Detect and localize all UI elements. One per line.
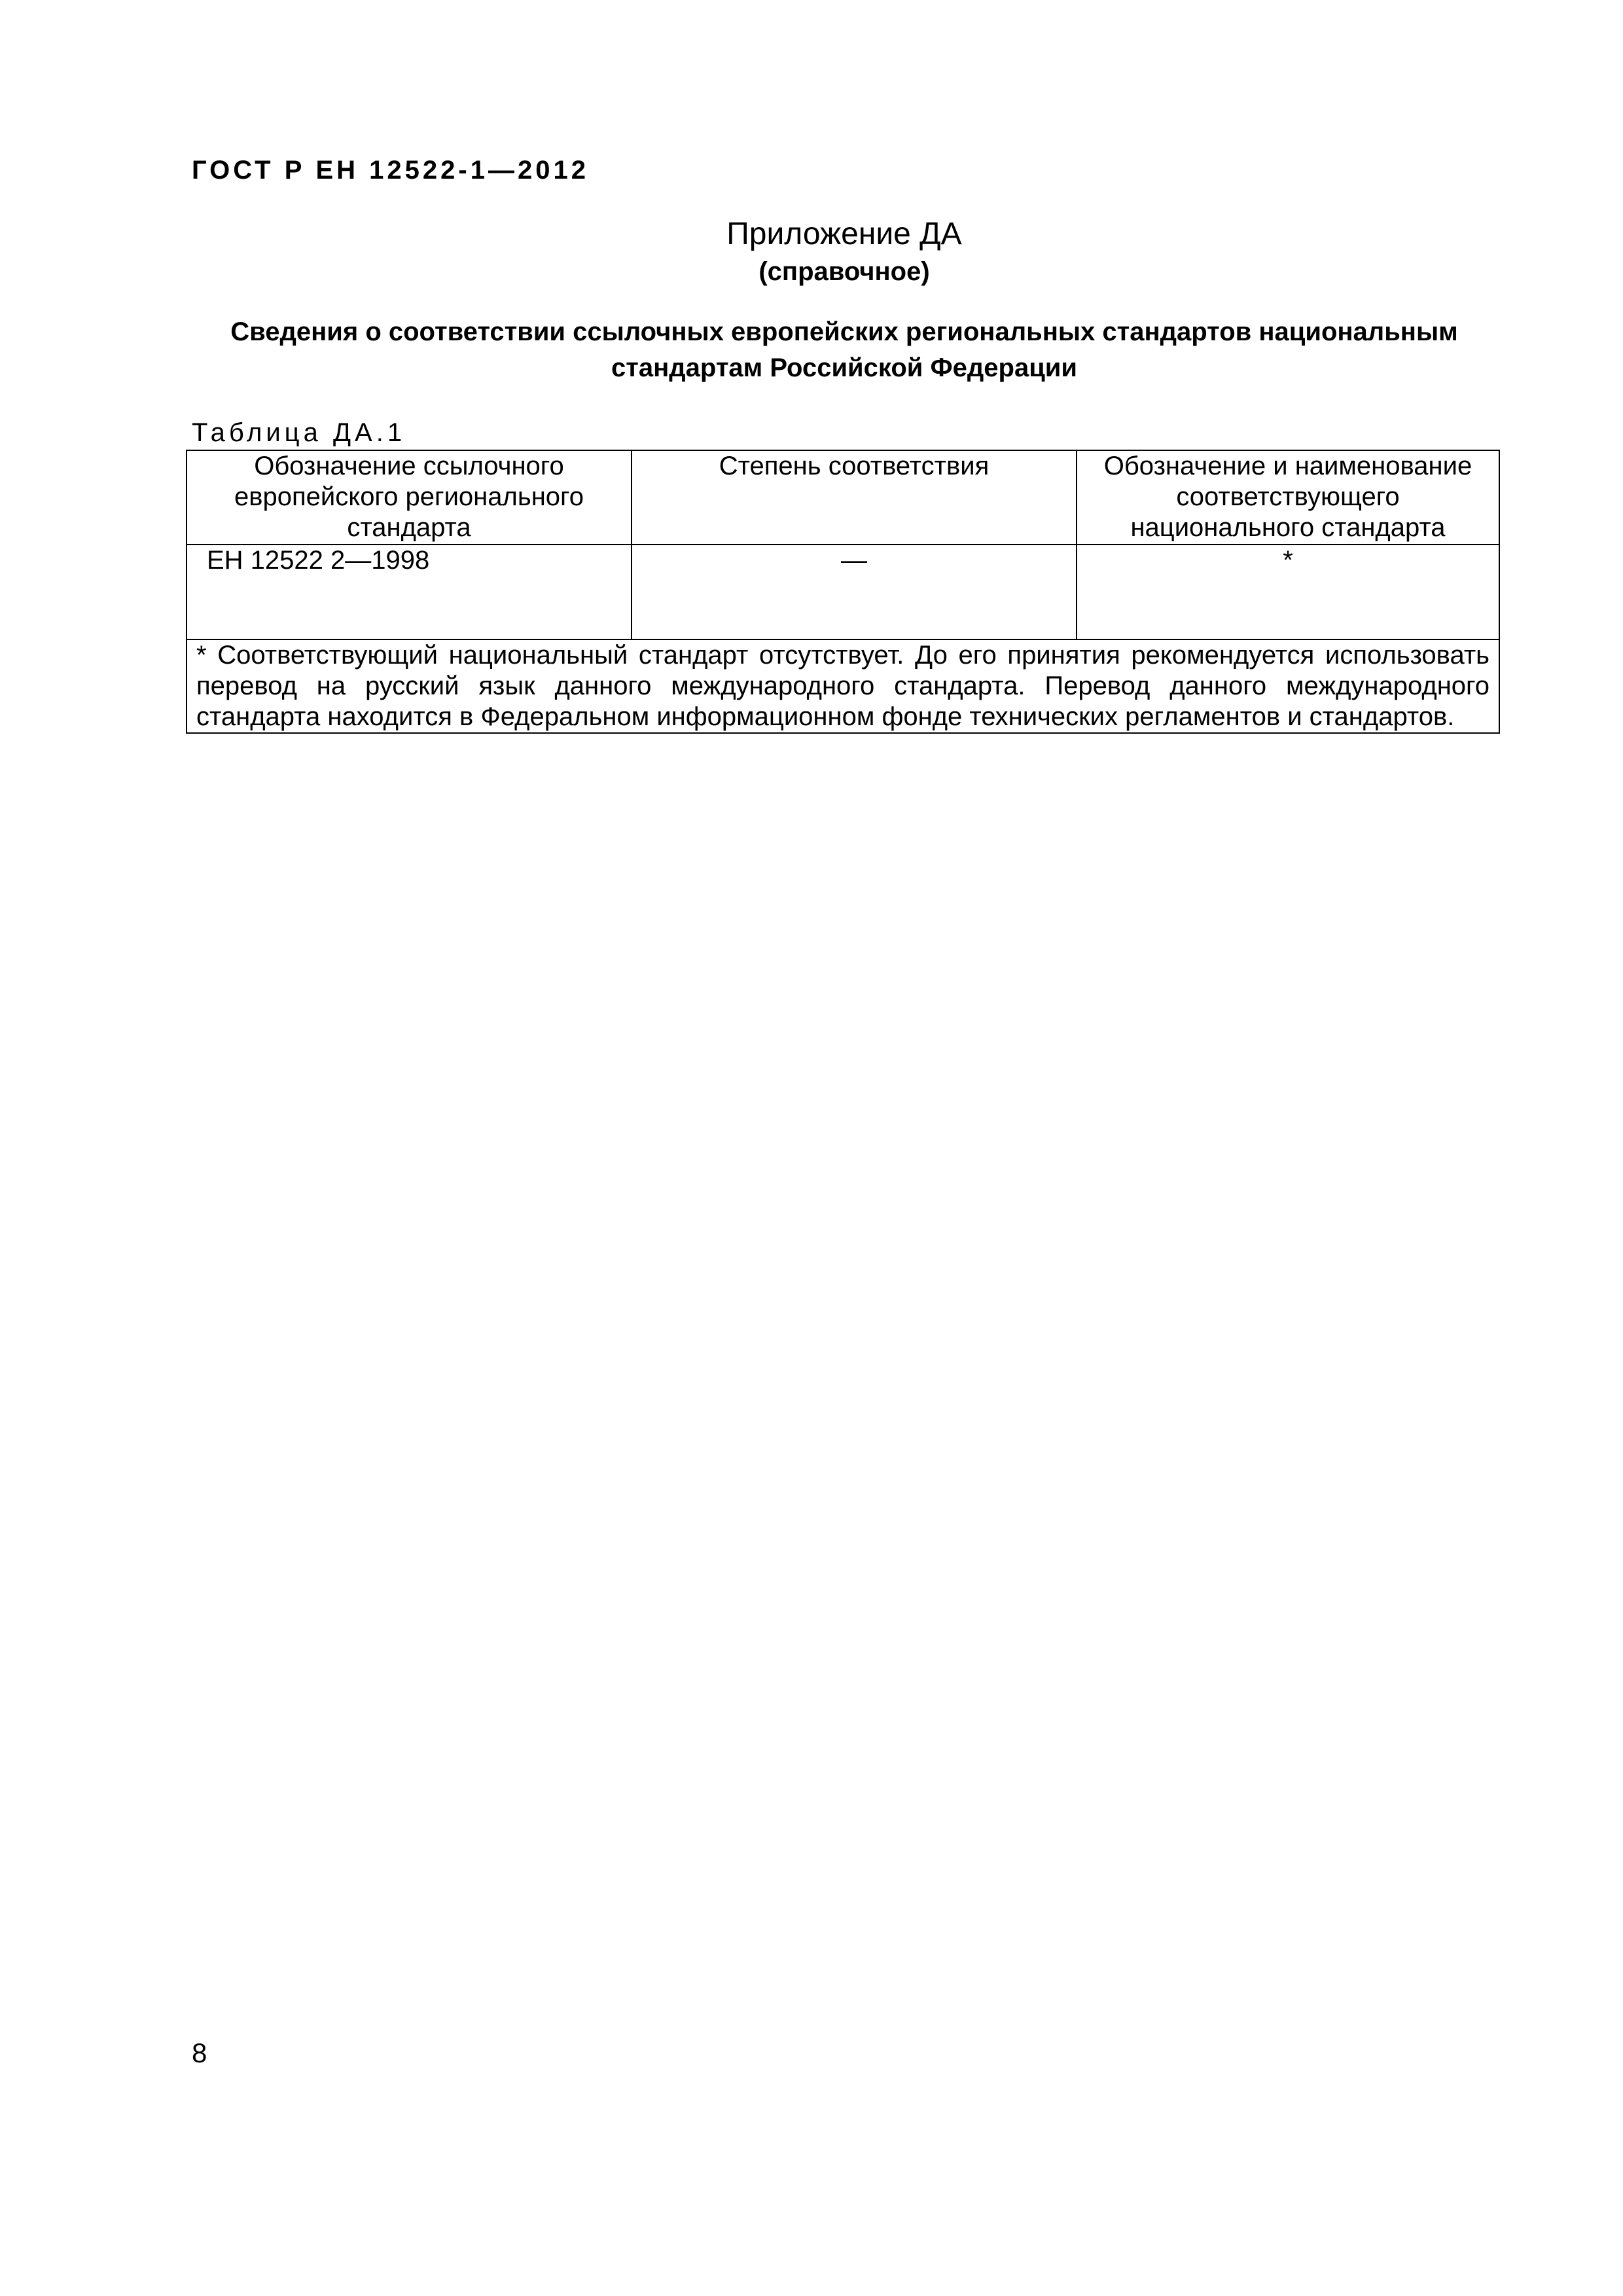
column-header-reference-standard: Обозначение ссылочного европейского регионального стандарта	[187, 450, 632, 545]
section-title: Сведения о соответствии ссылочных европейских региональных стандартов национальным стандартам Российской Федерации	[230, 317, 1458, 382]
table-caption: Таблица ДА.1	[192, 418, 406, 447]
cell-degree-of-conformity: —	[632, 545, 1077, 639]
document-header: ГОСТ Р ЕН 12522-1—2012	[192, 156, 589, 185]
column-header-national-standard: Обозначение и наименование соответствующего национального стандарта	[1077, 450, 1499, 545]
table-header-row	[187, 450, 1499, 545]
appendix-title: Приложение ДА	[726, 217, 962, 251]
table-footnote: * Соответствующий национальный стандарт отсутствует. До его принятия рекомендуется использовать перевод на русский язык данного международного стандарта. Перевод данного международного стандарта находится в Федеральном информационном фонде технических регламентов и стандартов.	[187, 639, 1499, 733]
table-row	[187, 545, 1499, 639]
appendix-subtitle: (справочное)	[758, 257, 930, 286]
cell-reference-standard: ЕН 12522 2—1998	[187, 545, 632, 639]
correspondence-table	[186, 450, 1500, 734]
page-number: 8	[192, 2037, 207, 2068]
cell-national-standard: *	[1077, 545, 1499, 639]
table-footnote-row	[187, 639, 1499, 733]
column-header-degree-of-conformity: Степень соответствия	[632, 450, 1077, 545]
